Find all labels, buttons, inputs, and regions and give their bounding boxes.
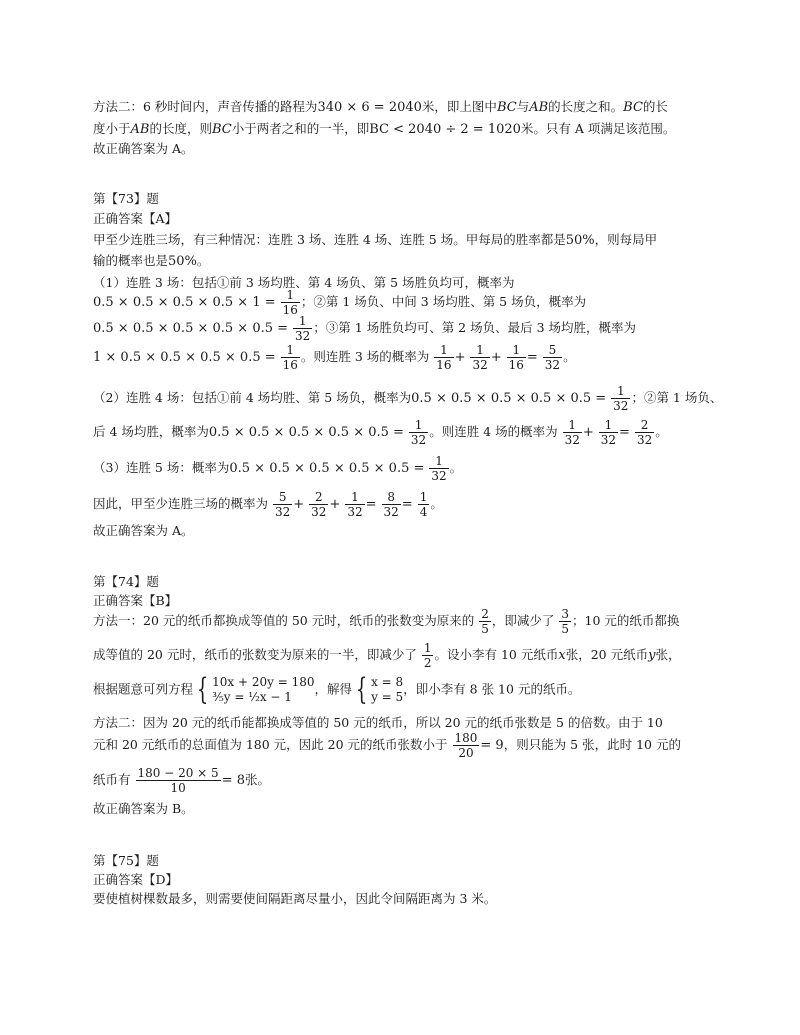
case-1-intro: （1）连胜 3 场：包括①前 3 场均胜、第 4 场负、第 5 场胜负均可，概率为 [93, 275, 515, 290]
fraction: $\frac{5}{32}$ [275, 490, 291, 519]
answer-label: 正确答案【B】 [93, 593, 178, 608]
text-line: 0.5 × 0.5 × 0.5 × 0.5 × 0.5 = $\frac{1}{32}$ ；③第 1 场胜负均可、第 2 场负、最后 3 场均胜，概率为 [93, 314, 636, 343]
text-line: 输的概率也是50%。 [93, 253, 210, 269]
conclusion: 故正确答案为 A。 [93, 141, 194, 156]
text-line: 甲至少连胜三场，有三种情况：连胜 3 场、连胜 4 场、连胜 5 场。甲每局的胜率都是50%，则每局甲 [93, 232, 658, 248]
conclusion: 故正确答案为 A。 [93, 523, 194, 538]
text-line: 纸币有 $\frac{180 - 20 \times 5}{10}$ = 8张。 [93, 766, 270, 795]
fraction: $\frac{1}{32}$ [295, 314, 311, 343]
brace: { [355, 672, 368, 707]
fraction: $\frac{1}{2}$ [423, 641, 432, 670]
fraction: $\frac{1}{16}$ [282, 288, 298, 317]
fraction: $\frac{1}{16}$ [436, 343, 452, 372]
text-line: 度小于AB的长度，则BC小于两者之和的一半，即BC < 2040 ÷ 2 = 1020米。只有 A 项满足该范围。 [93, 121, 676, 137]
text-line: 0.5 × 0.5 × 0.5 × 0.5 × 1 = $\frac{1}{16}$ ；②第 1 场负、中间 3 场均胜、第 5 场负，概率为 [93, 288, 587, 317]
text-line: 方法一：20 元的纸币都换成等值的 50 元时，纸币的张数变为原来的 $\frac{2}{5}$ ，即减少了 $\frac{3}{5}$ ；10 元的纸币都换 [93, 607, 680, 636]
fraction: $\frac{180 - 20 \times 5}{10}$ [137, 766, 219, 795]
text-line: 要使植树棵数最多，则需要使间隔距离尽量小，因此令间隔距离为 3 米。 [93, 891, 497, 906]
brace: { [196, 672, 209, 707]
fraction: $\frac{2}{32}$ [636, 418, 653, 447]
answer-label: 正确答案【A】 [93, 211, 178, 226]
fraction: $\frac{1}{32}$ [613, 384, 629, 413]
equation-system: 10x + 20y = 180 ⅗y = ½x − 1 [212, 675, 315, 704]
answer-label: 正确答案【D】 [93, 872, 179, 887]
fraction: $\frac{3}{5}$ [561, 607, 569, 636]
fraction: $\frac{1}{32}$ [472, 343, 488, 372]
question-heading: 第【75】题 [93, 853, 159, 868]
text-line: （3）连胜 5 场：概率为0.5 × 0.5 × 0.5 × 0.5 × 0.5 = $\frac{1}{32}$ 。 [93, 454, 463, 483]
text-line: 因此，甲至少连胜三场的概率为 $\frac{5}{32}$ + $\frac{2}{32}$ + $\frac{1}{32}$ = $\frac{8}{32}$ = $\frac{1}{4}$ 。 [93, 490, 443, 519]
text-line: （2）连胜 4 场：包括①前 4 场均胜、第 5 场负，概率为0.5 × 0.5 × 0.5 × 0.5 × 0.5 = $\frac{1}{32}$ ；②第 1 场负、 [93, 384, 723, 413]
fraction: $\frac{1}{32}$ [410, 418, 427, 447]
fraction: $\frac{1}{32}$ [564, 418, 580, 447]
text-line: 方法二：6 秒时间内，声音传播的路程为340 × 6 = 2040米，即上图中BC与AB的长度之和。BC的长 [93, 99, 668, 115]
fraction: $\frac{5}{32}$ [544, 343, 561, 372]
text-line: 元和 20 元纸币的总面值为 180 元，因此 20 元的纸币张数小于 $\frac{180}{20}$ = 9，则只能为 5 张，此时 10 元的 [93, 731, 681, 760]
text-line: 后 4 场均胜，概率为0.5 × 0.5 × 0.5 × 0.5 × 0.5 = $\frac{1}{32}$ 。则连胜 4 场的概率为 $\frac{1}{32}$ + $\frac{1}{32}$ = $\frac{2}{32}$ 。 [93, 418, 668, 447]
question-heading: 第【74】题 [93, 574, 159, 589]
fraction: $\frac{1}{4}$ [419, 490, 428, 519]
text-line: 成等值的 20 元时，纸币的张数变为原来的一半，即减少了 $\frac{1}{2}$ 。设小李有 10 元纸币x张，20 元纸币y张， [93, 641, 681, 670]
fraction: $\frac{1}{32}$ [431, 454, 447, 483]
fraction: $\frac{2}{5}$ [481, 607, 489, 636]
fraction: $\frac{8}{32}$ [383, 490, 399, 519]
fraction: $\frac{1}{32}$ [347, 490, 363, 519]
solution-system: x = 8 y = 5 [371, 675, 404, 704]
text-line: 方法二：因为 20 元的纸币能都换成等值的 50 元的纸币，所以 20 元的纸币张数是 5 的倍数。由于 10 [93, 715, 663, 730]
fraction: $\frac{1}{32}$ [600, 418, 617, 447]
fraction: $\frac{1}{16}$ [282, 343, 298, 372]
text-line: 根据题意可列方程 { 10x + 20y = 180 ⅗y = ½x − 1 ，解得 { x = 8 y = 5 ，即小李有 8 张 10 元的纸币。 [93, 672, 581, 707]
question-heading: 第【73】题 [93, 191, 159, 206]
fraction: $\frac{2}{32}$ [311, 490, 327, 519]
fraction: $\frac{1}{16}$ [508, 343, 524, 372]
text-line: 1 × 0.5 × 0.5 × 0.5 × 0.5 = $\frac{1}{16}$ 。则连胜 3 场的概率为 $\frac{1}{16}$ + $\frac{1}{32}$ + $\frac{1}{16}$ = $\frac{5}{32}$ 。 [93, 343, 576, 372]
fraction: $\frac{180}{20}$ [454, 731, 478, 760]
conclusion: 故正确答案为 B。 [93, 801, 194, 816]
